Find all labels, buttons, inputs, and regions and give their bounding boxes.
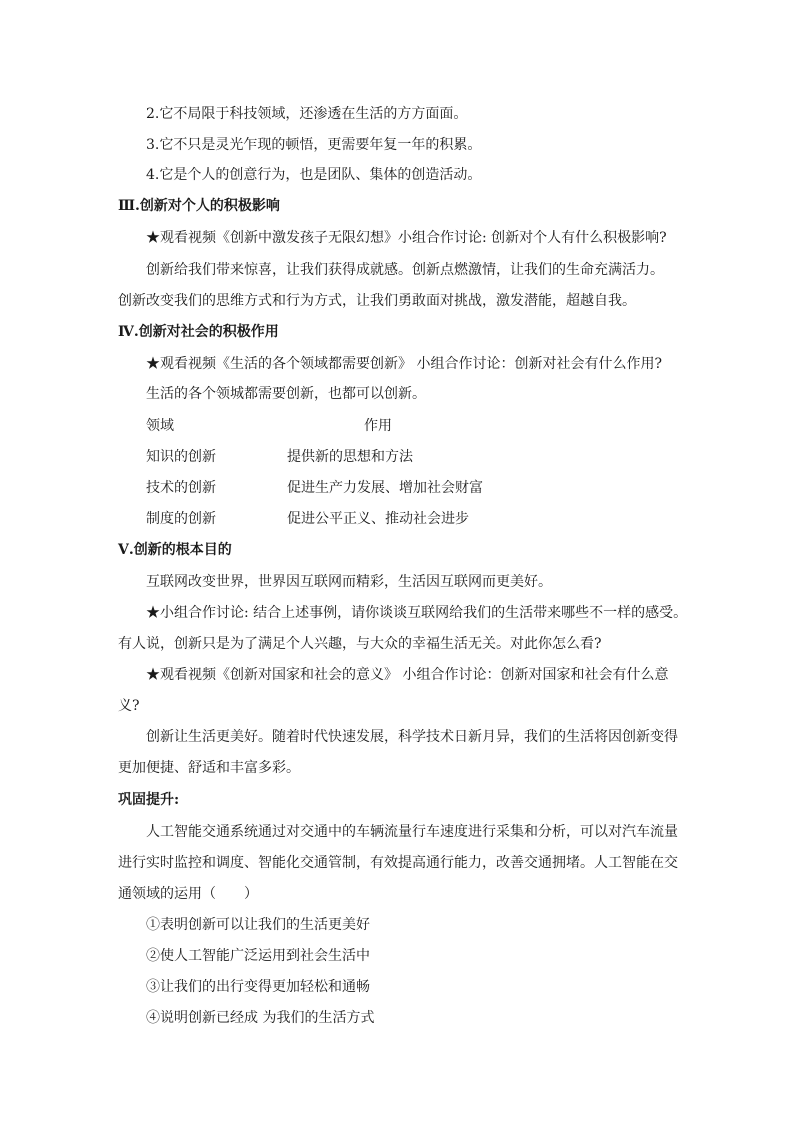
table-row-3-domain: 制度的创新 — [146, 511, 216, 527]
point-4: 4.它是个人的创意行为，也是团队、集体的创造活动。 — [146, 167, 482, 183]
section-3-answer-line-1: 创新给我们带来惊喜，让我们获得成就感。创新点燃激情，让我们的生命充满活力。 — [146, 262, 664, 278]
section-5-task-2-line-1: ★观看视频《创新对国家和社会的意义》 小组合作讨论：创新对国家和社会有什么意 — [146, 667, 669, 683]
question-line-2: 进行实时监控和调度、智能化交通管制，有效提高通行能力，改善交通拥堵。人工智能在交 — [118, 855, 678, 871]
question-line-1: 人工智能交通系统通过对交通中的车辆流量行车速度进行采集和分析，可以对汽车流量 — [146, 824, 678, 840]
section-3-task: ★观看视频《创新中激发孩子无限幻想》小组合作讨论: 创新对个人有什么积极影响? — [146, 230, 667, 246]
point-3: 3.它不只是灵光乍现的顿悟，更需要年复一年的积累。 — [146, 137, 482, 153]
table-row-2-role: 促进生产力发展、增加社会财富 — [287, 480, 483, 496]
section-5-task-2-line-2: 义? — [118, 698, 140, 714]
option-2: ②使人工智能广泛运用到社会生活中 — [146, 948, 370, 964]
option-1: ①表明创新可以让我们的生活更美好 — [146, 917, 370, 933]
question-line-3: 通领域的运用（ ） — [118, 886, 258, 902]
section-5-task-1-line-2: 有人说，创新只是为了满足个人兴趣，与大众的幸福生活无关。对此你怎么看? — [118, 636, 602, 652]
section-4-heading: Ⅳ.创新对社会的积极作用 — [118, 324, 279, 340]
table-header-role: 作用 — [364, 418, 392, 434]
point-2: 2.它不局限于科技领域，还渗透在生活的方方面面。 — [146, 106, 468, 122]
section-5-answer-line-2: 更加便捷、舒适和丰富多彩。 — [118, 760, 300, 776]
table-header-domain: 领域 — [146, 418, 174, 434]
section-5-task-1-line-1: ★小组合作讨论: 结合上述事例，请你谈谈互联网给我们的生活带来哪些不一样的感受。 — [146, 605, 688, 621]
option-4: ④说明创新已经成 为我们的生活方式 — [146, 1010, 375, 1026]
section-5-paragraph: 互联网改变世界，世界因互联网而精彩，生活因互联网而更美好。 — [146, 574, 552, 590]
section-4-intro: 生活的各个领城都需要创新，也都可以创新。 — [146, 386, 426, 402]
table-row-2-domain: 技术的创新 — [146, 480, 216, 496]
section-3-heading: Ⅲ.创新对个人的积极影响 — [118, 198, 280, 214]
section-4-task: ★观看视频《生活的各个领域都需要创新》 小组合作讨论：创新对社会有什么作用? — [146, 356, 662, 372]
table-row-1-domain: 知识的创新 — [146, 449, 216, 465]
consolidate-heading: 巩固提升: — [118, 792, 180, 808]
section-5-heading: Ⅴ.创新的根本目的 — [118, 542, 232, 558]
option-3: ③让我们的出行变得更加轻松和通畅 — [146, 979, 370, 995]
table-row-3-role: 促进公平正义、推动社会进步 — [287, 511, 469, 527]
section-5-answer-line-1: 创新让生活更美好。随着时代快速发展，科学技术日新月异，我们的生活将因创新变得 — [146, 729, 678, 745]
section-3-answer-line-2: 创新改变我们的思维方式和行为方式，让我们勇敢面对挑战，激发潜能，超越自我。 — [118, 293, 636, 309]
table-row-1-role: 提供新的思想和方法 — [287, 449, 413, 465]
